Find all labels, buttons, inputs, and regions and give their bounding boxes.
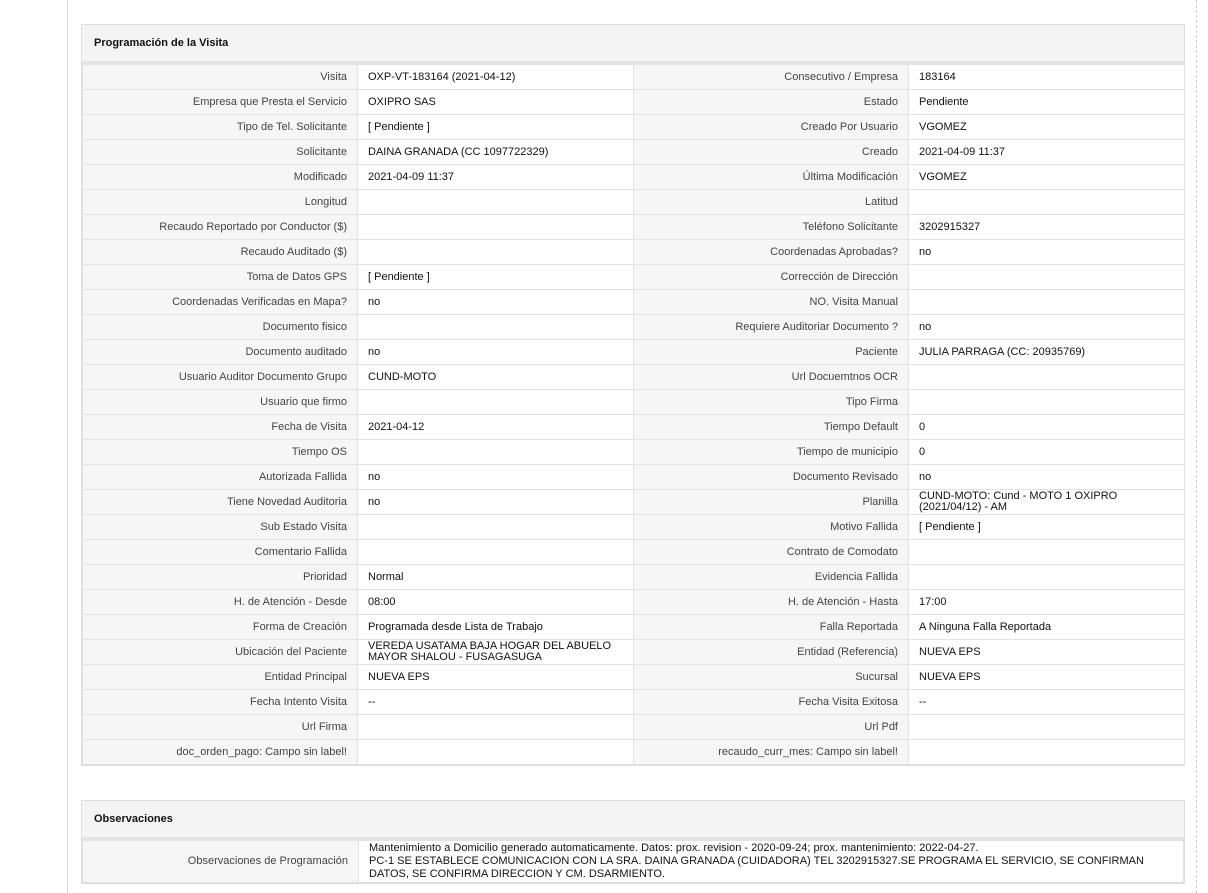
field-value — [909, 190, 1185, 215]
field-label: Usuario que firmo — [83, 390, 358, 415]
field-label: Creado Por Usuario — [634, 115, 909, 140]
field-label: NO. Visita Manual — [634, 290, 909, 315]
field-label: Recaudo Reportado por Conductor ($) — [83, 215, 358, 240]
field-label: Tiempo de municipio — [634, 440, 909, 465]
field-value: VGOMEZ — [909, 165, 1185, 190]
field-label: Usuario Auditor Documento Grupo — [83, 365, 358, 390]
field-label: Documento Revisado — [634, 465, 909, 490]
field-label: Tiempo Default — [634, 415, 909, 440]
field-label: H. de Atención - Hasta — [634, 590, 909, 615]
field-value: [ Pendiente ] — [358, 115, 634, 140]
field-value: VEREDA USATAMA BAJA HOGAR DEL ABUELO MAYOR SHALOU - FUSAGASUGA — [358, 640, 634, 665]
field-label: Prioridad — [83, 565, 358, 590]
field-label: Sucursal — [634, 665, 909, 690]
field-label: Documento fisico — [83, 315, 358, 340]
field-label: Url Docuemtnos OCR — [634, 365, 909, 390]
field-value — [358, 740, 634, 765]
field-value — [909, 540, 1185, 565]
field-label: Última Modificación — [634, 165, 909, 190]
table-row — [83, 240, 1185, 265]
field-label: Coordenadas Aprobadas? — [634, 240, 909, 265]
field-value — [358, 390, 634, 415]
field-value: 08:00 — [358, 590, 634, 615]
field-value — [358, 215, 634, 240]
field-label: Contrato de Comodato — [634, 540, 909, 565]
field-label: Url Pdf — [634, 715, 909, 740]
field-value: JULIA PARRAGA (CC: 20935769) — [909, 340, 1185, 365]
field-label: Fecha de Visita — [83, 415, 358, 440]
field-value: A Ninguna Falla Reportada — [909, 615, 1185, 640]
field-value: Programada desde Lista de Trabajo — [358, 615, 634, 640]
table-row — [83, 590, 1185, 615]
field-label: Sub Estado Visita — [83, 515, 358, 540]
field-label: Estado — [634, 90, 909, 115]
table-row — [83, 690, 1185, 715]
field-value — [358, 315, 634, 340]
field-value: -- — [358, 690, 634, 715]
observaciones-title: Observaciones — [82, 801, 1184, 840]
field-value: 17:00 — [909, 590, 1185, 615]
field-value: no — [358, 490, 634, 515]
observaciones-label: Observaciones de Programación — [83, 841, 359, 883]
field-label: Ubicación del Paciente — [83, 640, 358, 665]
field-label: doc_orden_pago: Campo sin label! — [83, 740, 358, 765]
table-row — [83, 340, 1185, 365]
field-value — [358, 515, 634, 540]
table-row — [83, 265, 1185, 290]
field-value: 2021-04-12 — [358, 415, 634, 440]
table-row — [83, 540, 1185, 565]
field-value: 0 — [909, 440, 1185, 465]
field-label: Forma de Creación — [83, 615, 358, 640]
field-value — [909, 390, 1185, 415]
field-label: recaudo_curr_mes: Campo sin label! — [634, 740, 909, 765]
field-label: Consecutivo / Empresa — [634, 65, 909, 90]
observaciones-row — [83, 841, 1184, 883]
right-border — [1196, 0, 1197, 893]
table-row — [83, 215, 1185, 240]
field-label: Motivo Fallida — [634, 515, 909, 540]
programacion-table — [82, 64, 1185, 765]
field-label: Autorizada Fallida — [83, 465, 358, 490]
field-label: Visita — [83, 65, 358, 90]
programacion-title: Programación de la Visita — [82, 25, 1184, 64]
table-row — [83, 190, 1185, 215]
field-value: OXIPRO SAS — [358, 90, 634, 115]
field-value — [358, 715, 634, 740]
table-row — [83, 465, 1185, 490]
field-label: Tipo Firma — [634, 390, 909, 415]
field-value: Normal — [358, 565, 634, 590]
field-label: Creado — [634, 140, 909, 165]
field-label: Latitud — [634, 190, 909, 215]
field-label: Fecha Visita Exitosa — [634, 690, 909, 715]
field-value — [909, 290, 1185, 315]
field-label: Longitud — [83, 190, 358, 215]
field-value: DAINA GRANADA (CC 1097722329) — [358, 140, 634, 165]
field-value — [909, 365, 1185, 390]
field-value — [358, 240, 634, 265]
observaciones-value: Mantenimiento a Domicilio generado automaticamente. Datos: prox. revision - 2020-09-24; prox. mantenimiento: 2022-04-27. PC-1 SE ESTABLECE COMUNICACION CON LA SRA. DAINA GRANADA (CUIDADORA) TEL 3202915327.SE PROGRAMA EL SERVICIO, SE CONFIRMAN DATOS, SE CONFIRMA DIRECCION Y CM. DSARMIENTO. — [359, 841, 1184, 883]
field-label: Tiene Novedad Auditoria — [83, 490, 358, 515]
table-row — [83, 90, 1185, 115]
observaciones-table — [82, 840, 1184, 883]
field-value: VGOMEZ — [909, 115, 1185, 140]
field-value: CUND-MOTO: Cund - MOTO 1 OXIPRO (2021/04/12) - AM — [909, 490, 1185, 515]
field-value: 2021-04-09 11:37 — [358, 165, 634, 190]
table-row — [83, 740, 1185, 765]
field-label: Solicitante — [83, 140, 358, 165]
field-label: Entidad Principal — [83, 665, 358, 690]
field-value: Pendiente — [909, 90, 1185, 115]
field-label: H. de Atención - Desde — [83, 590, 358, 615]
field-value: CUND-MOTO — [358, 365, 634, 390]
field-value: OXP-VT-183164 (2021-04-12) — [358, 65, 634, 90]
table-row — [83, 390, 1185, 415]
table-row — [83, 165, 1185, 190]
field-value: [ Pendiente ] — [358, 265, 634, 290]
field-value: 0 — [909, 415, 1185, 440]
table-row — [83, 715, 1185, 740]
table-row — [83, 115, 1185, 140]
field-value: no — [909, 315, 1185, 340]
field-value: 2021-04-09 11:37 — [909, 140, 1185, 165]
field-label: Documento auditado — [83, 340, 358, 365]
field-label: Planilla — [634, 490, 909, 515]
field-value — [358, 440, 634, 465]
field-value — [358, 190, 634, 215]
field-value: NUEVA EPS — [909, 665, 1185, 690]
field-label: Comentario Fallida — [83, 540, 358, 565]
table-row — [83, 65, 1185, 90]
field-value: NUEVA EPS — [358, 665, 634, 690]
field-label: Tipo de Tel. Solicitante — [83, 115, 358, 140]
programacion-panel — [81, 24, 1185, 766]
field-label: Requiere Auditoriar Documento ? — [634, 315, 909, 340]
table-row — [83, 640, 1185, 665]
field-label: Corrección de Dirección — [634, 265, 909, 290]
field-label: Paciente — [634, 340, 909, 365]
field-label: Evidencia Fallida — [634, 565, 909, 590]
table-row — [83, 615, 1185, 640]
table-row — [83, 415, 1185, 440]
field-label: Tiempo OS — [83, 440, 358, 465]
field-value — [909, 265, 1185, 290]
field-value — [909, 740, 1185, 765]
field-value: no — [358, 340, 634, 365]
field-label: Falla Reportada — [634, 615, 909, 640]
field-value: NUEVA EPS — [909, 640, 1185, 665]
field-label: Url Firma — [83, 715, 358, 740]
field-value — [358, 540, 634, 565]
field-value: [ Pendiente ] — [909, 515, 1185, 540]
field-value: no — [358, 290, 634, 315]
field-label: Recaudo Auditado ($) — [83, 240, 358, 265]
table-row — [83, 565, 1185, 590]
field-label: Coordenadas Verificadas en Mapa? — [83, 290, 358, 315]
field-label: Toma de Datos GPS — [83, 265, 358, 290]
table-row — [83, 365, 1185, 390]
field-label: Fecha Intento Visita — [83, 690, 358, 715]
table-row — [83, 315, 1185, 340]
table-row — [83, 440, 1185, 465]
field-label: Empresa que Presta el Servicio — [83, 90, 358, 115]
field-label: Modificado — [83, 165, 358, 190]
left-border — [67, 0, 68, 893]
observaciones-panel — [81, 800, 1185, 884]
field-value: no — [358, 465, 634, 490]
field-label: Entidad (Referencia) — [634, 640, 909, 665]
field-value: 3202915327 — [909, 215, 1185, 240]
field-value: -- — [909, 690, 1185, 715]
field-value: no — [909, 240, 1185, 265]
field-value — [909, 565, 1185, 590]
field-value: no — [909, 465, 1185, 490]
table-row — [83, 290, 1185, 315]
table-row — [83, 515, 1185, 540]
field-value — [909, 715, 1185, 740]
table-row — [83, 665, 1185, 690]
table-row — [83, 490, 1185, 515]
table-row — [83, 140, 1185, 165]
field-value: 183164 — [909, 65, 1185, 90]
field-label: Teléfono Solicitante — [634, 215, 909, 240]
